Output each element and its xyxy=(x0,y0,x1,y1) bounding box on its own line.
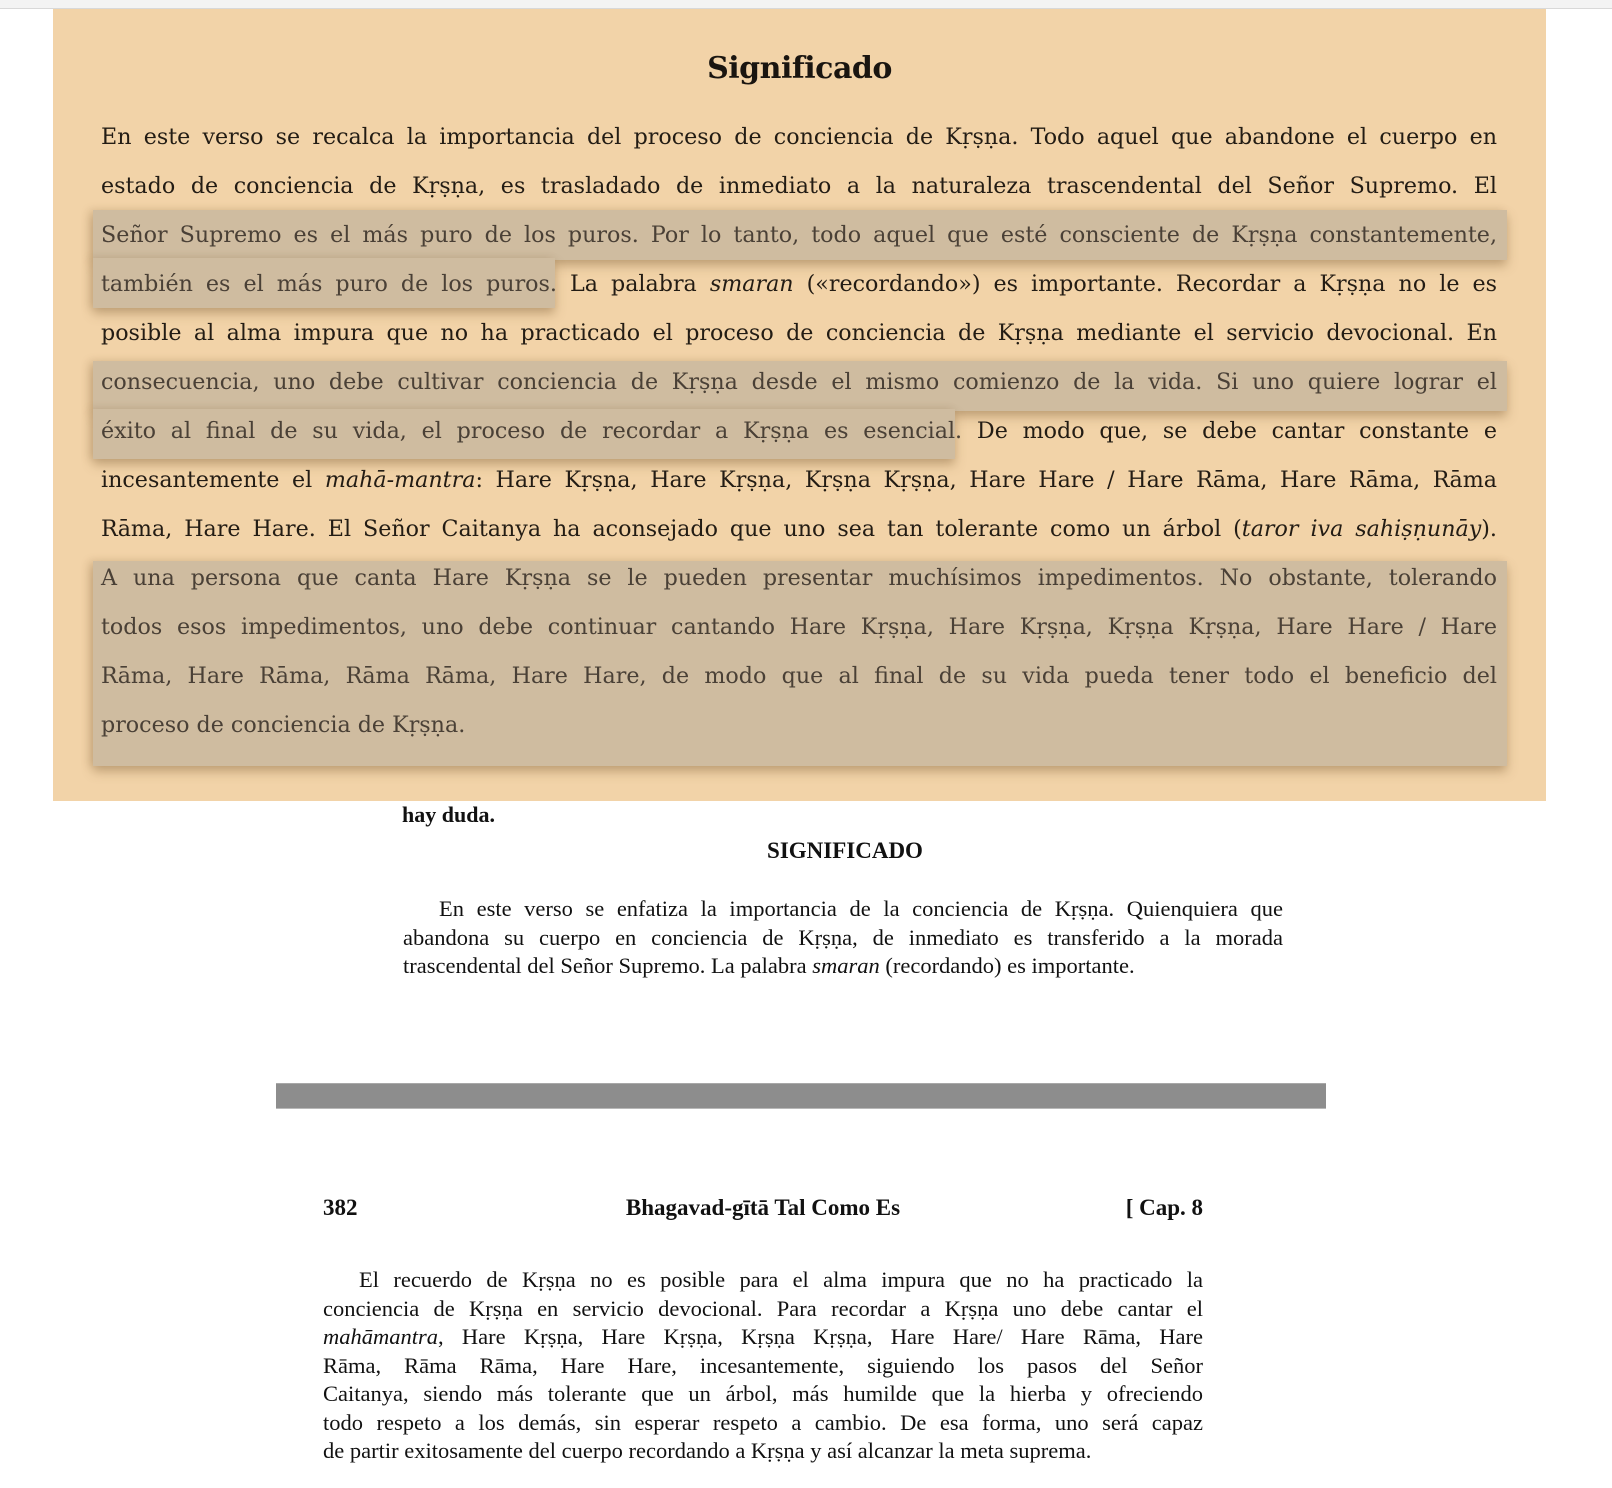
book-title: Bhagavad-gītā Tal Como Es xyxy=(625,1195,901,1220)
chapter-label: [ Cap. 8 xyxy=(1125,1195,1203,1220)
book-section-heading: SIGNIFICADO xyxy=(767,838,923,863)
panel-text-line xyxy=(101,465,1497,495)
page-number: 382 xyxy=(323,1195,358,1220)
text-segment: mahāmantra xyxy=(323,1324,439,1349)
text-segment: estado de conciencia de Kṛṣṇa, es trasladado de inmediato a la naturaleza trascendental del Señor Supremo. El xyxy=(101,173,1497,199)
book-paragraph-1 xyxy=(403,895,1283,981)
text-segment: La palabra xyxy=(556,271,710,297)
book-text-line xyxy=(323,1380,1203,1409)
text-segment: Rāma, Rāma Rāma, Hare Hare, incesantemente, siguiendo los pasos del Señor xyxy=(323,1352,1203,1378)
panel-text-line xyxy=(101,367,1497,397)
panel-text-line xyxy=(101,269,1497,299)
book-text-line xyxy=(323,1437,1203,1466)
browser-top-bar xyxy=(0,0,1612,9)
book-text-line xyxy=(323,1352,1203,1381)
text-segment: abandona su cuerpo en conciencia de Kṛṣṇa, de inmediato es transferido a la morada xyxy=(403,924,1283,950)
highlighted-text: éxito al final de su vida, el proceso de recordar a Kṛṣṇa es esencial. xyxy=(101,418,963,444)
text-segment: conciencia de Kṛṣṇa en servicio devocional. Para recordar a Kṛṣṇa uno debe cantar el xyxy=(323,1295,1203,1321)
page-divider-bar xyxy=(276,1083,1326,1109)
highlighted-text: A una persona que canta Hare Kṛṣṇa se le pueden presentar muchísimos impedimentos. No obstante, tolerando xyxy=(101,565,1497,591)
text-segment: smaran xyxy=(709,271,794,297)
text-segment: todo respeto a los demás, sin esperar respeto a cambio. De esa forma, uno será capaz xyxy=(323,1409,1203,1435)
panel-text-line xyxy=(101,220,1497,250)
text-segment: (recordando) es importante. xyxy=(879,953,1135,978)
text-segment: El recuerdo de Kṛṣṇa no es posible para el alma impura que no ha practicado la xyxy=(359,1267,1203,1292)
text-segment: En este verso se recalca la importancia del proceso de conciencia de Kṛṣṇa. Todo aquel que abandone el cuerpo en xyxy=(101,124,1497,150)
book-text-line xyxy=(403,952,1283,981)
panel-text-line xyxy=(101,416,1497,446)
text-segment: («recordando») es importante. Recordar a Kṛṣṇa no le es xyxy=(793,271,1497,297)
text-segment: trascendental del Señor Supremo. La palabra xyxy=(403,953,813,978)
highlighted-text: todos esos impedimentos, uno debe continuar cantando Hare Kṛṣṇa, Hare Kṛṣṇa, Kṛṣṇa Kṛṣṇa, Hare Hare / Hare xyxy=(101,614,1497,640)
text-segment: De modo que, se debe cantar constante e xyxy=(962,418,1497,444)
text-segment: En este verso se enfatiza la importancia de la conciencia de Kṛṣṇa. Quienquiera que xyxy=(439,896,1283,921)
text-segment: taror iva sahiṣṇunāy xyxy=(1241,516,1482,542)
highlighted-text: consecuencia, uno debe cultivar conciencia de Kṛṣṇa desde el mismo comienzo de la vida. Si uno quiere lograr el xyxy=(101,369,1497,395)
panel-text-line xyxy=(101,514,1497,544)
panel-text-line xyxy=(101,710,1497,740)
highlighted-text: Rāma, Hare Rāma, Rāma Rāma, Hare Hare, de modo que al final de su vida pueda tener todo el beneficio del xyxy=(101,663,1497,689)
text-segment: Caitanya, siendo más tolerante que un árbol, más humilde que la hierba y ofreciendo xyxy=(323,1381,1203,1406)
text-segment: Rāma, Hare Hare. El Señor Caitanya ha aconsejado que uno sea tan tolerante como un árbol ( xyxy=(101,516,1242,542)
text-segment: ). xyxy=(1481,516,1497,542)
screen-text-panel xyxy=(53,9,1546,801)
text-segment: : Hare Kṛṣṇa, Hare Kṛṣṇa, Kṛṣṇa Kṛṣṇa, Hare Hare / Hare Rāma, Hare Rāma, Rāma xyxy=(475,467,1497,493)
panel-text-line xyxy=(101,563,1497,593)
text-segment: de partir exitosamente del cuerpo recordando a Kṛṣṇa y así alcanzar la meta suprema. xyxy=(323,1438,1092,1463)
text-segment: mahā-mantra xyxy=(324,467,476,493)
book-text-line xyxy=(323,1295,1203,1324)
book-paragraph-2 xyxy=(323,1266,1203,1466)
book-text-line xyxy=(323,1323,1203,1352)
book-text-line xyxy=(323,1409,1203,1438)
cut-off-previous-line: hay duda. xyxy=(402,802,495,827)
panel-text-line xyxy=(101,122,1497,152)
panel-title: Significado xyxy=(707,51,892,86)
text-segment: posible al alma impura que no ha practicado el proceso de conciencia de Kṛṣṇa mediante el servicio devocional. En xyxy=(101,320,1497,346)
panel-text-line xyxy=(101,318,1497,348)
book-text-line xyxy=(323,1266,1203,1295)
panel-text-line xyxy=(101,171,1497,201)
highlighted-text: Señor Supremo es el más puro de los puros. Por lo tanto, todo aquel que esté consciente de Kṛṣṇa constantemente, xyxy=(101,222,1497,248)
highlighted-text: proceso de conciencia de Kṛṣṇa. xyxy=(101,712,466,738)
text-segment: , Hare Kṛṣṇa, Hare Kṛṣṇa, Kṛṣṇa Kṛṣṇa, Hare Hare/ Hare Rāma, Hare xyxy=(438,1324,1203,1349)
text-segment: incesantemente el xyxy=(101,467,325,493)
book-text-line xyxy=(403,924,1283,953)
highlighted-text: también es el más puro de los puros. xyxy=(101,271,557,297)
book-text-line xyxy=(403,895,1283,924)
panel-text-line xyxy=(101,661,1497,691)
panel-text-line xyxy=(101,612,1497,642)
running-head xyxy=(323,1195,1203,1225)
text-segment: smaran xyxy=(812,953,880,978)
